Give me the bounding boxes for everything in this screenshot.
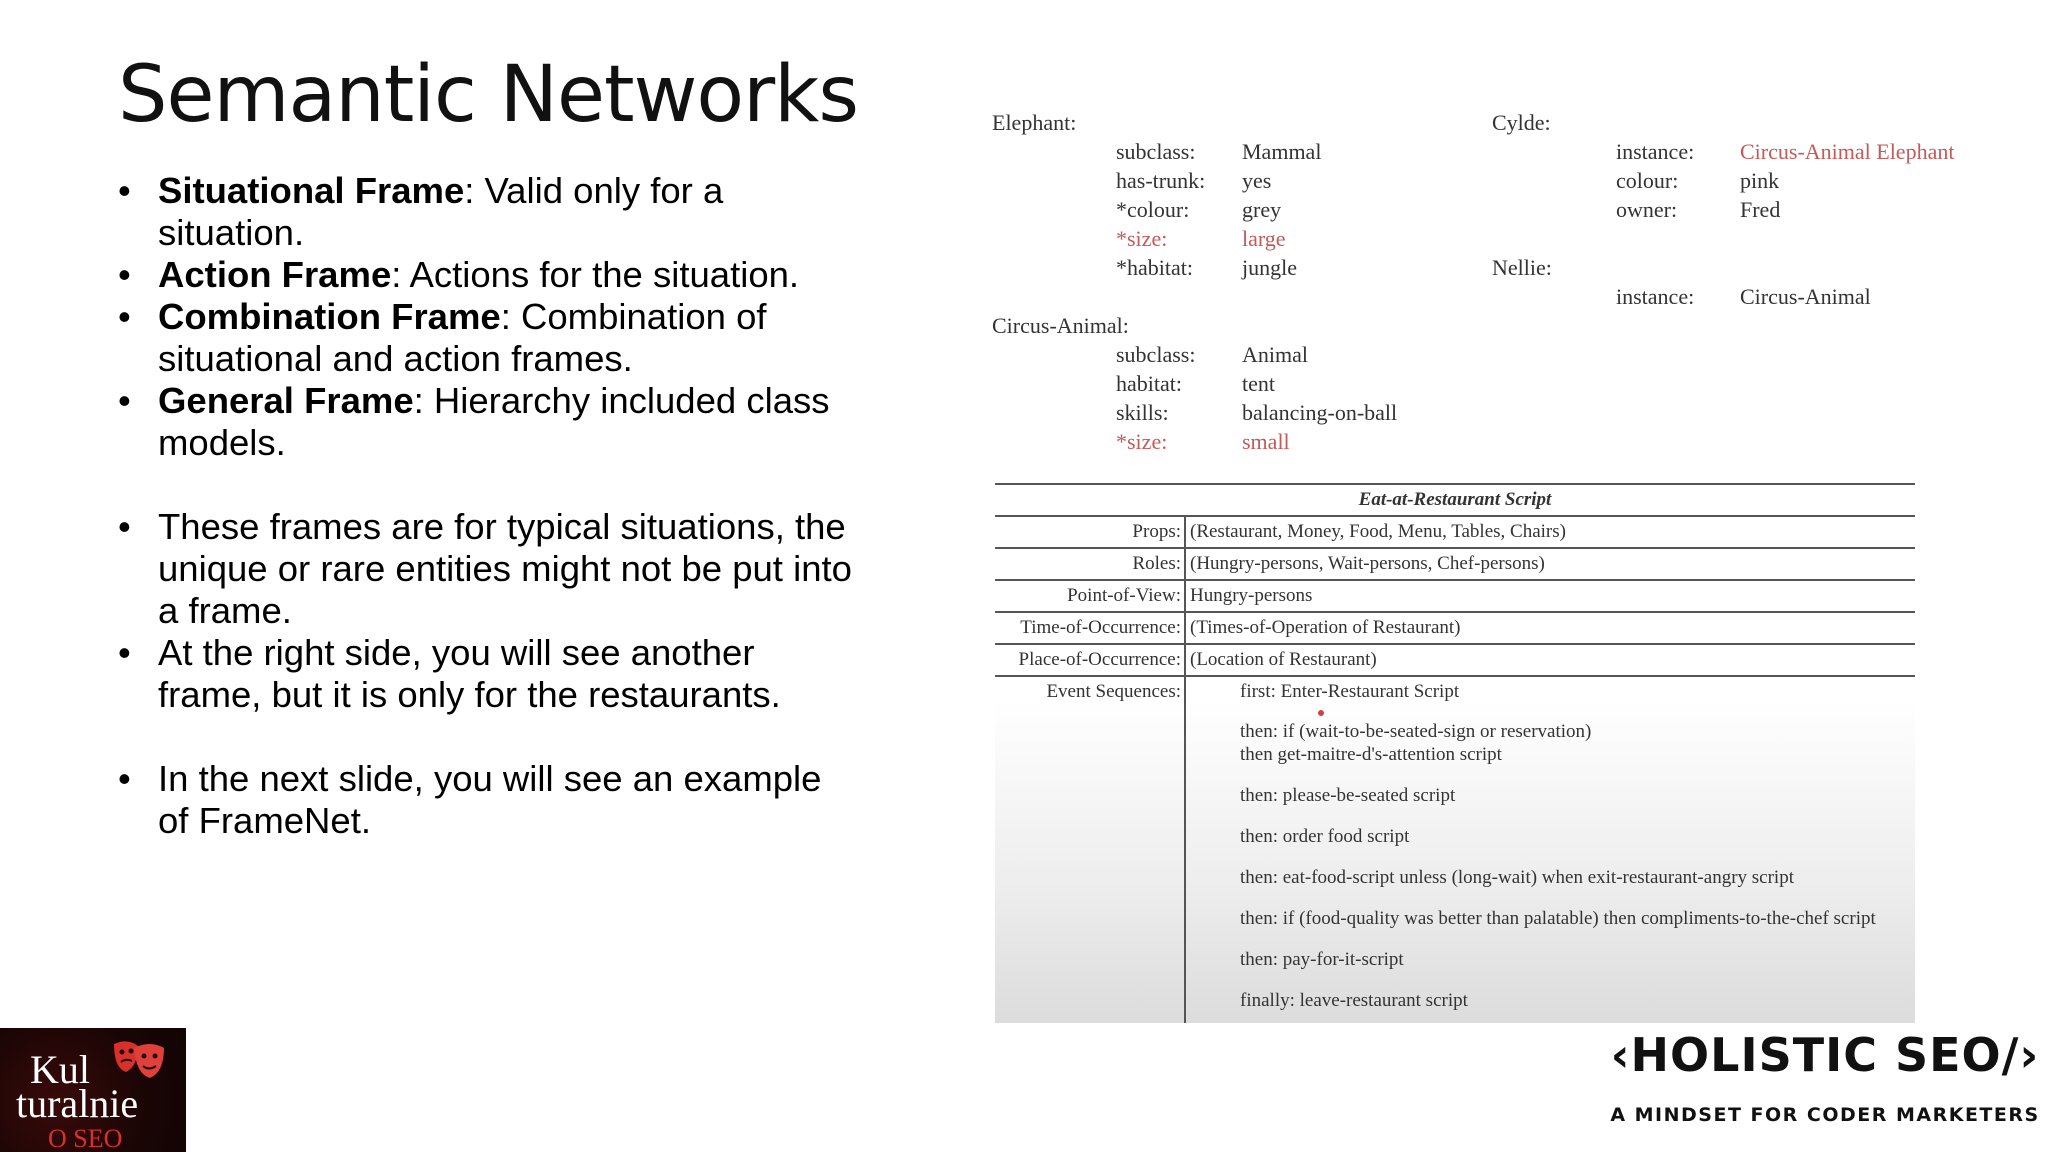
table-rule (995, 579, 1915, 581)
table-rule (995, 515, 1915, 517)
script-row-label: Props: (1132, 521, 1181, 542)
bullet-text: : Combination of situational and action frames. (158, 296, 767, 379)
script-row-value: Hungry-persons (1190, 585, 1313, 606)
script-title: Eat-at-Restaurant Script (1358, 489, 1552, 510)
script-row-value: (Hungry-persons, Wait-persons, Chef-persons) (1190, 553, 1545, 574)
frame-name-nellie: Nellie: (1492, 255, 1552, 280)
slot-key: *colour: (1116, 197, 1190, 222)
frame-definitions (990, 95, 2038, 485)
event-step: first: Enter-Restaurant Script (1240, 681, 1460, 702)
event-step: then: pay-for-it-script (1240, 949, 1404, 970)
table-divider (1184, 515, 1186, 1023)
table-rule (995, 643, 1915, 645)
restaurant-script-table (995, 483, 1915, 1023)
slide-title: Semantic Networks (118, 50, 858, 140)
slot-key: has-trunk: (1116, 168, 1206, 193)
event-step: then: eat-food-script unless (long-wait) when exit-restaurant-angry script (1240, 867, 1794, 888)
logo-text-line1: Kul (30, 1047, 90, 1092)
logo-text-line2: turalnie (16, 1081, 139, 1126)
slot-value: Circus-Animal (1740, 284, 1871, 309)
script-row-label: Time-of-Occurrence: (1020, 617, 1181, 638)
script-row-value: (Times-of-Operation of Restaurant) (1190, 617, 1461, 638)
table-rule (995, 483, 1915, 485)
slot-value: pink (1740, 168, 1780, 193)
bullet-term: Action Frame (158, 254, 392, 295)
red-dot-mark (1318, 710, 1324, 716)
event-step: then: please-be-seated script (1240, 785, 1456, 806)
slot-key: habitat: (1116, 371, 1182, 396)
event-step: then: order food script (1240, 826, 1410, 847)
slot-key: skills: (1116, 400, 1169, 425)
bullet-item (118, 506, 858, 632)
bullet-text: In the next slide, you will see an example of FrameNet. (158, 758, 822, 841)
event-step: then: if (food-quality was better than palatable) then compliments-to-the-chef script (1240, 908, 1876, 929)
table-rule (995, 611, 1915, 613)
script-row-value: (Location of Restaurant) (1190, 649, 1377, 670)
script-row-label: Roles: (1132, 553, 1181, 574)
slot-value: jungle (1242, 255, 1297, 280)
slot-value: yes (1242, 168, 1272, 193)
logo-text-line3: O SEO (48, 1124, 123, 1152)
bullet-text: : Actions for the situation. (391, 254, 800, 295)
bullet-list (118, 170, 858, 842)
slot-key: *habitat: (1116, 255, 1193, 280)
slot-value: Fred (1740, 197, 1781, 222)
slot-key: subclass: (1116, 342, 1196, 367)
slot-key: *size: (1116, 429, 1168, 454)
bullet-item (118, 758, 858, 842)
bullet-item (118, 254, 858, 296)
slot-value: tent (1242, 371, 1275, 396)
kulturalnie-logo (0, 1028, 186, 1152)
slot-value: small (1242, 429, 1290, 454)
script-row-label: Place-of-Occurrence: (1018, 649, 1181, 670)
slot-key: owner: (1616, 197, 1678, 222)
bullet-item (118, 632, 858, 716)
bullet-text: These frames are for typical situations, the unique or rare entities might not be put into a frame. (158, 506, 852, 631)
script-row-value: (Restaurant, Money, Food, Menu, Tables, Chairs) (1190, 521, 1566, 542)
holistic-seo-logo: ‹HOLISTIC SEO/› (1610, 1028, 2040, 1082)
slot-key: colour: (1616, 168, 1679, 193)
slot-value: grey (1242, 197, 1282, 222)
slot-key: instance: (1616, 284, 1695, 309)
bullet-term: Combination Frame (158, 296, 501, 337)
event-step: finally: leave-restaurant script (1240, 990, 1468, 1011)
slot-key: subclass: (1116, 139, 1196, 164)
frame-name-circus-animal: Circus-Animal: (992, 313, 1129, 338)
table-rule (995, 547, 1915, 549)
bullet-item (118, 170, 858, 254)
slot-key: *size: (1116, 226, 1168, 251)
slot-value: Animal (1242, 342, 1308, 367)
bullet-item (118, 380, 858, 464)
bullet-term: General Frame (158, 380, 414, 421)
frame-name-clyde: Cylde: (1492, 110, 1551, 135)
slot-value: Mammal (1242, 139, 1322, 164)
event-step: then: if (wait-to-be-seated-sign or reservation) (1240, 721, 1592, 742)
holistic-seo-tagline: A MINDSET FOR CODER MARKETERS (1610, 1104, 2040, 1126)
bullet-text: At the right side, you will see another frame, but it is only for the restaurants. (158, 632, 781, 715)
table-rule (995, 675, 1915, 677)
slot-value: balancing-on-ball (1242, 400, 1398, 425)
slot-key: instance: (1616, 139, 1695, 164)
frame-name-elephant: Elephant: (992, 110, 1077, 135)
script-row-label: Point-of-View: (1067, 585, 1181, 606)
bullet-item (118, 296, 858, 380)
events-label: Event Sequences: (1046, 681, 1181, 702)
event-step: then get-maitre-d's-attention script (1240, 744, 1502, 765)
bullet-text: : Valid only for a situation. (158, 170, 724, 253)
slot-value: large (1242, 226, 1286, 251)
bullet-text: : Hierarchy included class models. (158, 380, 830, 463)
slot-value: Circus-Animal Elephant (1740, 139, 1955, 164)
theatre-masks-icon (108, 1038, 168, 1084)
bullet-term: Situational Frame (158, 170, 465, 211)
